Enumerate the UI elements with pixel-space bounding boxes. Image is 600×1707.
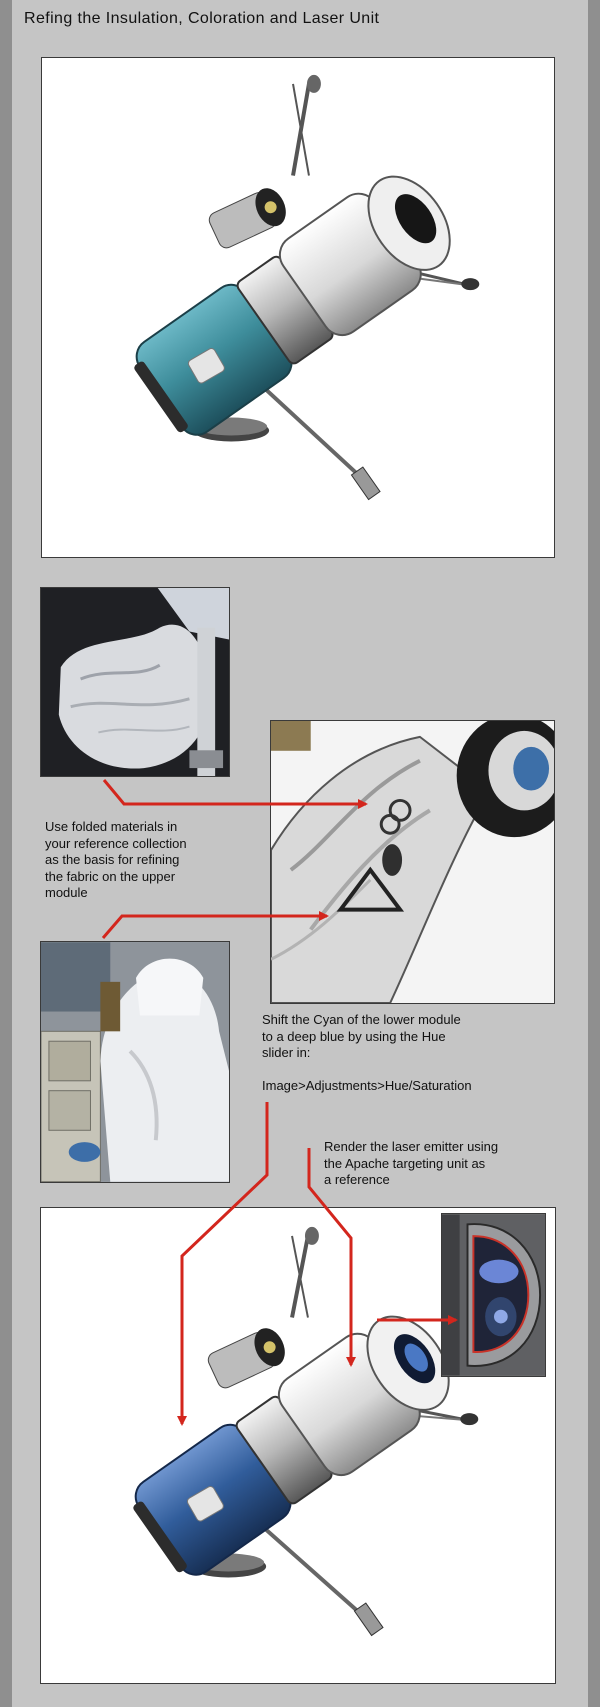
folded-fabric-illustration [41,588,229,776]
laser-caption: Render the laser emitter using the Apache targeting unit as a reference [324,1139,499,1187]
hue-caption: Shift the Cyan of the lower module to a deep blue by using the Hue slider in: Image>Adjustments>Hue/Saturation [262,1012,472,1093]
closeup-illustration [271,721,554,1003]
upper-module-closeup [270,720,555,1004]
technician-reference-photo [40,941,230,1183]
satellite-cyan-illustration [42,58,554,557]
page-title: Refing the Insulation, Coloration and Laser Unit [24,10,380,27]
technician-illustration [41,942,229,1182]
apache-targeting-unit-photo [441,1213,546,1377]
apache-unit-illustration [442,1214,545,1376]
fabric-caption: Use folded materials in your reference collection as the basis for refining the fabric on the upper module [45,819,187,900]
fabric-reference-photo [40,587,230,777]
tutorial-page [12,0,588,1707]
top-satellite-render [41,57,555,558]
